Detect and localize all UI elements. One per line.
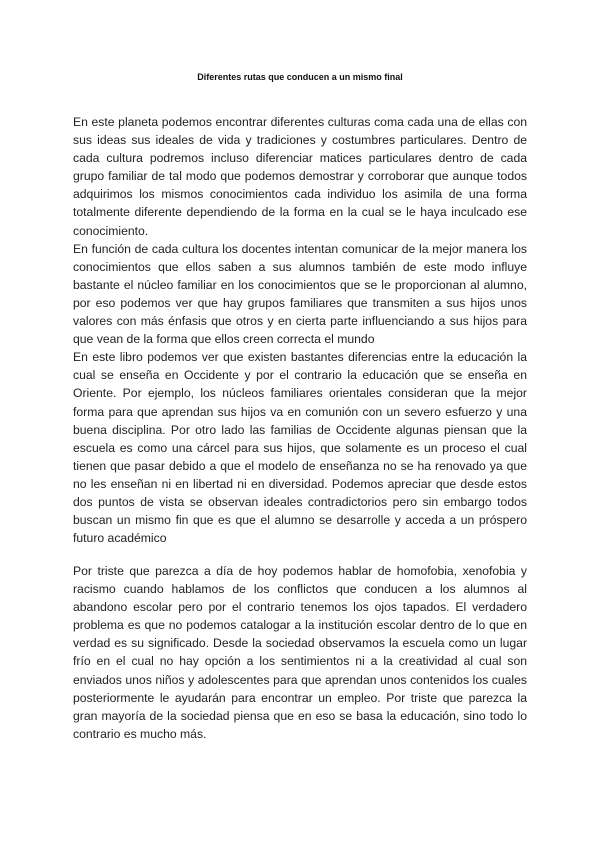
body-section-2 (73, 562, 527, 743)
paragraph-3: En este libro podemos ver que existen bastantes diferencias entre la educación la cual se enseña en Occidente y por el contrario la educación que se enseña en Oriente. Por ejemplo, los núcleos familiares orientales consideran que la mejor forma para que aprendan sus hijos va en comunión con un severo esfuerzo y una buena disciplina. Por otro lado las familias de Occidente algunas piensan que la escuela es como una cárcel para sus hijos, que solamente es un proceso el cual tienen que pasar debido a que el modelo de enseñanza no se ha renovado ya que no les enseñan ni en libertad ni en diversidad. Podemos apreciar que desde estos dos puntos de vista se observan ideales contradictorios pero sin embargo todos buscan un mismo fin que es que el alumno se desarrolle y acceda a un próspero futuro académico (73, 350, 527, 546)
document-title: Diferentes rutas que conducen a un mismo final (197, 72, 403, 82)
paragraph-2: En función de cada cultura los docentes intentan comunicar de la mejor manera los conocimientos que ellos saben a sus alumnos también de este modo influye bastante el núcleo familiar en los conocimientos que se le proporcionan al alumno, por eso podemos ver que hay grupos familiares que transmiten a sus hijos unos valores con más énfasis que otros y en cierta parte influenciando a sus hijos para que vean de la forma que ellos creen correcta el mundo (73, 241, 527, 347)
paragraph-4: Por triste que parezca a día de hoy podemos hablar de homofobia, xenofobia y racismo cuando hablamos de los conflictos que conducen a los alumnos al abandono escolar pero por el contrario tenemos los ojos tapados. El verdadero problema es que no podemos catalogar a la institución escolar dentro de lo que en verdad es su significado. Desde la sociedad observamos la escuela como un lugar frío en el cual no hay opción a los sentimientos ni a la creatividad al cual son enviados unos niños y adolescentes para que aprendan unos contenidos los cuales posteriormente le ayudarán para encontrar un empleo. Por triste que parezca la gran mayoría de la sociedad piensa que en eso se basa la educación, sino todo lo contrario es mucho más. (73, 564, 527, 741)
body-section-1 (73, 113, 527, 547)
paragraph-1: En este planeta podemos encontrar diferentes culturas coma cada una de ellas con sus ideas sus ideales de vida y tradiciones y costumbres particulares. Dentro de cada cultura podremos incluso diferenciar matices particulares dentro de cada grupo familiar de tal modo que podemos demostrar y corroborar que aunque todos adquirimos los mismos conocimientos cada individuo los asimila de una forma totalmente diferente dependiendo de la forma en la cual se le haya inculcado ese conocimiento. (73, 115, 527, 238)
